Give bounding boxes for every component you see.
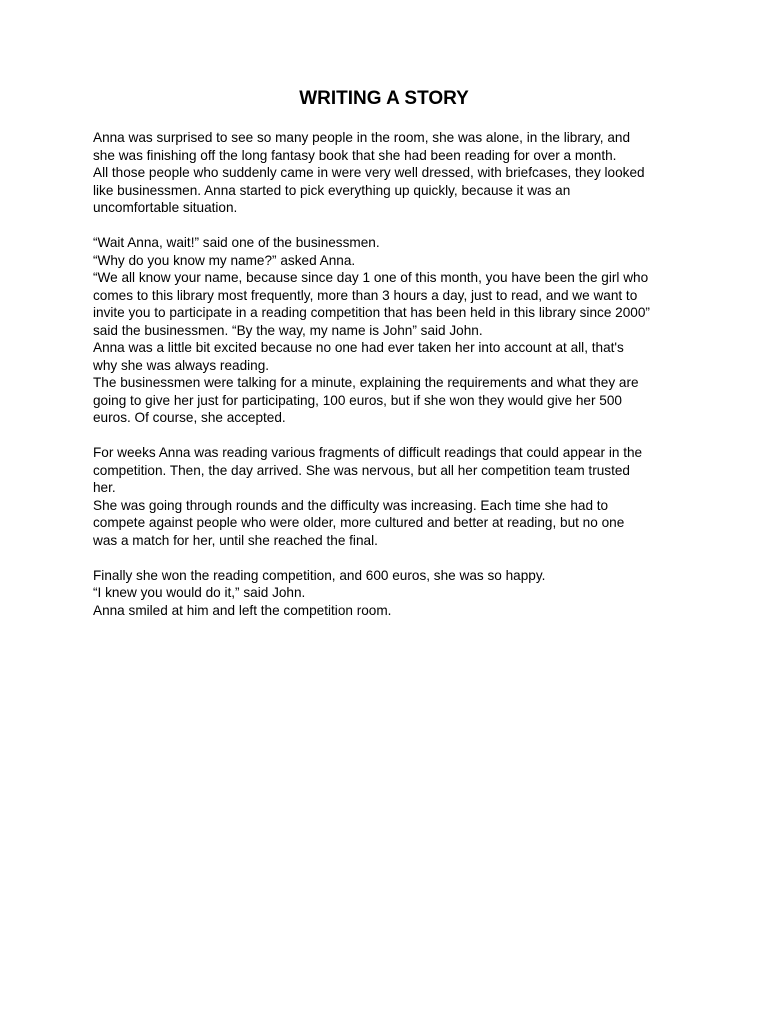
- text-line: why she was always reading.: [93, 357, 270, 373]
- paragraph-spacer: [93, 549, 693, 567]
- text-line: The businessmen were talking for a minute, explaining the requirements and what they are: [93, 375, 639, 390]
- text-line: Anna smiled at him and left the competition room.: [93, 602, 392, 618]
- text-line: “We all know your name, because since day 1 one of this month, you have been the girl who: [93, 270, 649, 285]
- text-line: was a match for her, until she reached the final.: [93, 532, 378, 548]
- text-line: comes to this library most frequently, more than 3 hours a day, just to read, and we want to: [93, 287, 638, 303]
- text-line: “Why do you know my name?” asked Anna.: [93, 252, 356, 268]
- text-line: she was finishing off the long fantasy book that she had been reading for over a month.: [93, 147, 617, 163]
- story-paragraph: [93, 129, 693, 217]
- text-line: Finally she won the reading competition, and 600 euros, she was so happy.: [93, 567, 546, 583]
- text-line: said the businessmen. “By the way, my name is John” said John.: [93, 322, 483, 338]
- document-title: WRITING A STORY: [299, 88, 469, 109]
- paragraph-spacer: [93, 427, 693, 445]
- text-line: her.: [93, 480, 116, 495]
- text-line: Anna was surprised to see so many people in the room, she was alone, in the library, and: [93, 130, 630, 145]
- paragraph-spacer: [93, 217, 693, 235]
- story-paragraph: [93, 234, 693, 427]
- text-line: euros. Of course, she accepted.: [93, 410, 286, 425]
- text-line: All those people who suddenly came in were very well dressed, with briefcases, they looked: [93, 165, 645, 180]
- text-line: uncomfortable situation.: [93, 200, 238, 215]
- story-paragraph: [93, 444, 693, 549]
- story-body: [93, 129, 693, 619]
- text-line: She was going through rounds and the difficulty was increasing. Each time she had to: [93, 497, 609, 513]
- text-line: “Wait Anna, wait!” said one of the businessmen.: [93, 235, 380, 250]
- text-line: compete against people who were older, more cultured and better at reading, but no one: [93, 515, 625, 530]
- story-paragraph: [93, 567, 693, 620]
- text-line: invite you to participate in a reading competition that has been held in this library since 2000”: [93, 305, 650, 320]
- text-line: going to give her just for participating, 100 euros, but if she won they would give her 500: [93, 392, 622, 408]
- text-line: “I knew you would do it,” said John.: [93, 585, 306, 600]
- text-line: For weeks Anna was reading various fragments of difficult readings that could appear in the: [93, 445, 643, 460]
- text-line: competition. Then, the day arrived. She was nervous, but all her competition team trusted: [93, 462, 630, 478]
- text-line: like businessmen. Anna started to pick everything up quickly, because it was an: [93, 182, 571, 198]
- text-line: Anna was a little bit excited because no one had ever taken her into account at all, that's: [93, 340, 624, 355]
